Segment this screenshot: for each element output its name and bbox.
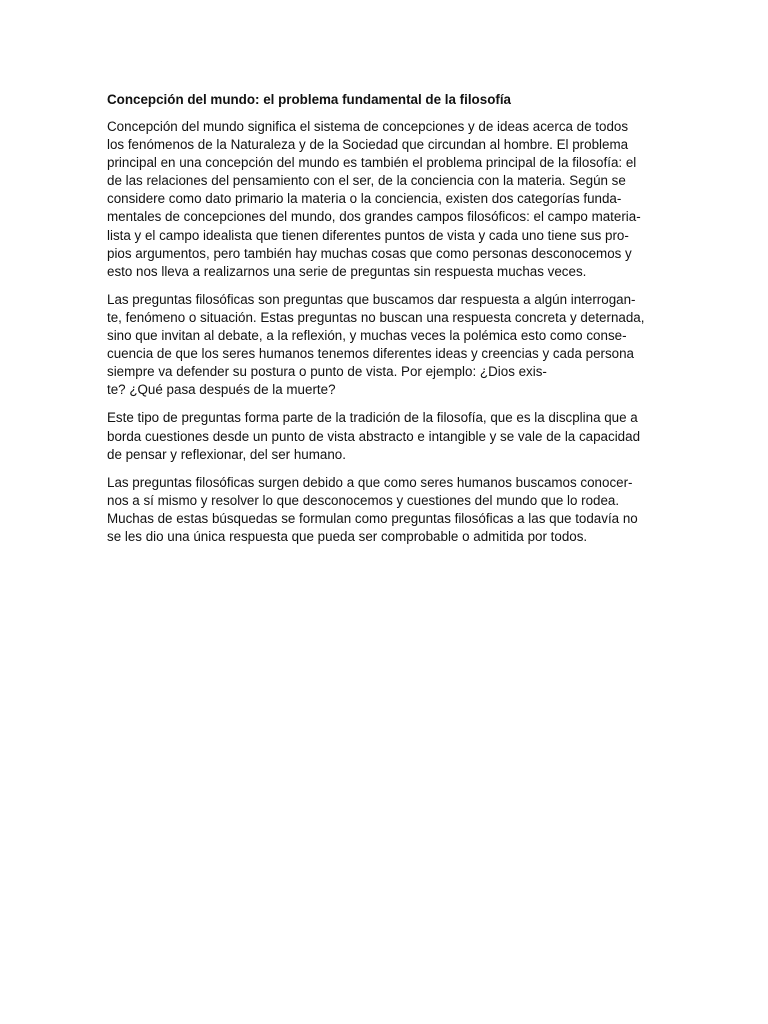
paragraph-line: Concepción del mundo significa el sistema de concepciones y de ideas acerca de todos: [107, 119, 629, 134]
paragraph-line: te? ¿Qué pasa después de la muerte?: [107, 382, 336, 398]
paragraph-4: [107, 474, 667, 546]
paragraph-line: los fenómenos de la Naturaleza y de la Sociedad que circundan al hombre. El problema: [107, 137, 629, 153]
paragraph-line: pios argumentos, pero también hay muchas cosas que como personas desconocemos y: [107, 245, 632, 261]
paragraph-line: cuencia de que los seres humanos tenemos diferentes ideas y creencias y cada persona: [107, 346, 635, 362]
document-title: Concepción del mundo: el problema fundamental de la filosofía: [107, 92, 511, 107]
paragraph-line: te, fenómeno o situación. Estas preguntas no buscan una respuesta concreta y deternada,: [107, 309, 645, 325]
paragraph-line: de las relaciones del pensamiento con el ser, de la conciencia con la materia. Según se: [107, 173, 626, 189]
paragraph-line: se les dio una única respuesta que pueda ser comprobable o admitida por todos.: [107, 528, 588, 544]
document-page: [107, 91, 667, 556]
paragraph-line: esto nos lleva a realizarnos una serie de preguntas sin respuesta muchas veces.: [107, 263, 587, 279]
paragraph-line: sino que invitan al debate, a la reflexión, y muchas veces la polémica esto como conse-: [107, 328, 627, 344]
paragraph-line: lista y el campo idealista que tienen diferentes puntos de vista y cada uno tiene sus pro-: [107, 227, 629, 243]
paragraph-1: [107, 118, 667, 281]
paragraph-line: Las preguntas filosóficas surgen debido a que como seres humanos buscamos conocer-: [107, 474, 633, 490]
paragraph-line: Muchas de estas búsquedas se formulan como preguntas filosóficas a las que todavía no: [107, 510, 638, 526]
paragraph-line: principal en una concepción del mundo es también el problema principal de la filosofía: el: [107, 155, 637, 171]
paragraph-3: [107, 409, 667, 463]
paragraph-line: mentales de concepciones del mundo, dos grandes campos filosóficos: el campo materia-: [107, 209, 641, 225]
paragraph-line: de pensar y reflexionar, del ser humano.: [107, 446, 346, 462]
paragraph-line: nos a sí mismo y resolver lo que desconocemos y cuestiones del mundo que lo rodea.: [107, 492, 620, 508]
paragraph-line: Las preguntas filosóficas son preguntas que buscamos dar respuesta a algún interrogan-: [107, 291, 636, 307]
paragraph-line: borda cuestiones desde un punto de vista abstracto e intangible y se vale de la capacidad: [107, 428, 641, 444]
paragraph-2: [107, 291, 667, 400]
paragraph-line: considere como dato primario la materia o la conciencia, existen dos categorías funda-: [107, 191, 622, 207]
paragraph-line: siempre va defender su postura o punto de vista. Por ejemplo: ¿Dios exis-: [107, 364, 547, 380]
paragraph-line: Este tipo de preguntas forma parte de la tradición de la filosofía, que es la discplina que a: [107, 410, 638, 426]
